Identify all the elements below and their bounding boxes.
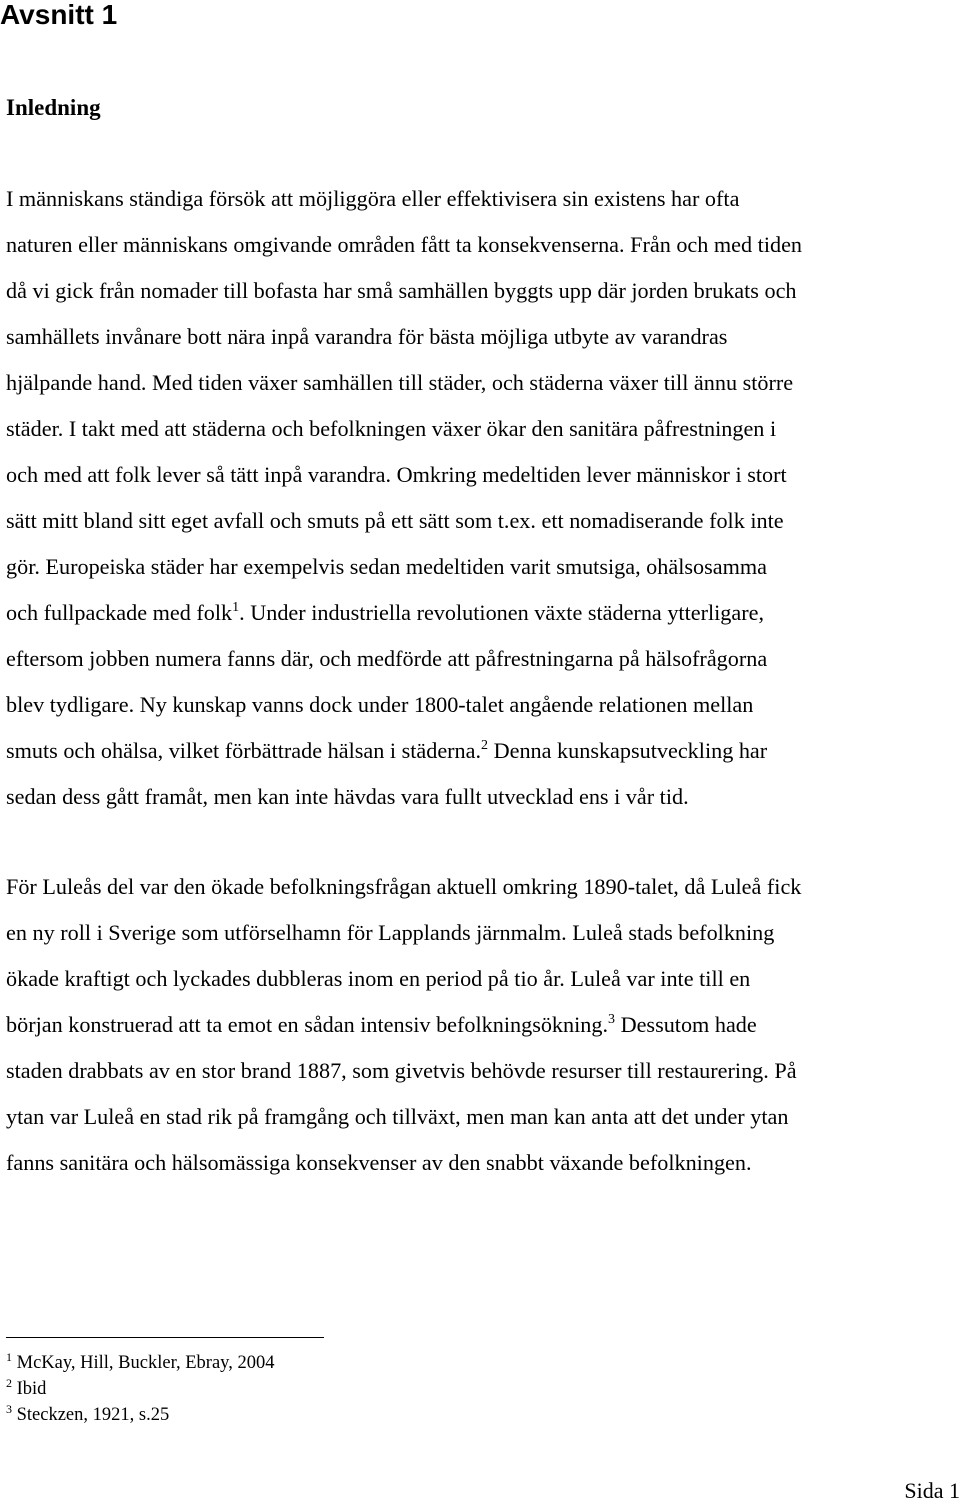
paragraph-line: och fullpackade med folk$^1$. Under industriella revolutionen växte städerna ytterligare, (6, 600, 765, 625)
paragraph-line: sätt mitt bland sitt eget avfall och smuts på ett sätt som t.ex. ett nomadiserande folk inte (6, 508, 784, 533)
footnote-number: 3 (6, 1402, 12, 1416)
page-number: Sida 1 (904, 1478, 960, 1503)
paragraph-line: För Luleås del var den ökade befolkningsfrågan aktuell omkring 1890-talet, då Luleå fick (6, 874, 802, 899)
paragraph-line: naturen eller människans omgivande områden fått ta konsekvenserna. Från och med tiden (6, 232, 803, 257)
paragraph-line: en ny roll i Sverige som utförselhamn för Lapplands järnmalm. Luleå stads befolkning (6, 920, 775, 945)
paragraph-line: hjälpande hand. Med tiden växer samhällen till städer, och städerna växer till ännu större (6, 370, 794, 395)
footnote-item: $^2$ Ibid (6, 1376, 47, 1399)
paragraph-line: staden drabbats av en stor brand 1887, som givetvis behövde resurser till restaurering. På (6, 1058, 797, 1083)
paragraph-line: smuts och ohälsa, vilket förbättrade hälsan i städerna.$^2$ Denna kunskapsutveckling har (6, 738, 768, 763)
paragraph-line: då vi gick från nomader till bofasta har små samhällen byggts upp där jorden brukats och (6, 278, 797, 303)
paragraph-line: ytan var Luleå en stad rik på framgång och tillväxt, men man kan anta att det under ytan (6, 1104, 789, 1129)
footnote-item: $^1$ McKay, Hill, Buckler, Ebray, 2004 (6, 1350, 275, 1373)
subheading: Inledning (6, 95, 101, 120)
paragraph-line: fanns sanitära och hälsomässiga konsekvenser av den snabbt växande befolkningen. (6, 1150, 752, 1175)
paragraph-lulea (6, 864, 801, 1186)
paragraph-line: blev tydligare. Ny kunskap vanns dock under 1800-talet angående relationen mellan (6, 692, 754, 717)
paragraph-line: och med att folk lever så tätt inpå varandra. Omkring medeltiden lever människor i stort (6, 462, 787, 487)
paragraph-line: I människans ständiga försök att möjliggöra eller effektivisera sin existens har ofta (6, 186, 740, 211)
section-heading: Avsnitt 1 (0, 0, 118, 30)
paragraph-line: gör. Europeiska städer har exempelvis sedan medeltiden varit smutsiga, ohälsosamma (6, 554, 767, 579)
footnote-reference: 2 (481, 738, 489, 753)
paragraph-line: ökade kraftigt och lyckades dubbleras inom en period på tio år. Luleå var inte till en (6, 966, 751, 991)
paragraph-line: sedan dess gått framåt, men kan inte hävdas vara fullt utvecklad ens i vår tid. (6, 784, 689, 809)
footnote-reference: 3 (608, 1012, 616, 1027)
paragraph-introduction (6, 176, 802, 820)
paragraph-line: samhällets invånare bott nära inpå varandra för bästa möjliga utbyte av varandras (6, 324, 728, 349)
paragraph-line: början konstruerad att ta emot en sådan intensiv befolkningsökning.$^3$ Dessutom hade (6, 1012, 757, 1037)
footnote-reference: 1 (232, 600, 240, 615)
paragraph-line: städer. I takt med att städerna och befolkningen växer ökar den sanitära påfrestningen i (6, 416, 777, 441)
footnotes (6, 1350, 274, 1428)
footnote-item: $^3$ Steckzen, 1921, s.25 (6, 1402, 170, 1425)
paragraph-line: eftersom jobben numera fanns där, och medförde att påfrestningarna på hälsofrågorna (6, 646, 768, 671)
footnote-separator (6, 1337, 324, 1338)
footnote-number: 1 (6, 1350, 12, 1364)
footnote-number: 2 (6, 1376, 12, 1390)
